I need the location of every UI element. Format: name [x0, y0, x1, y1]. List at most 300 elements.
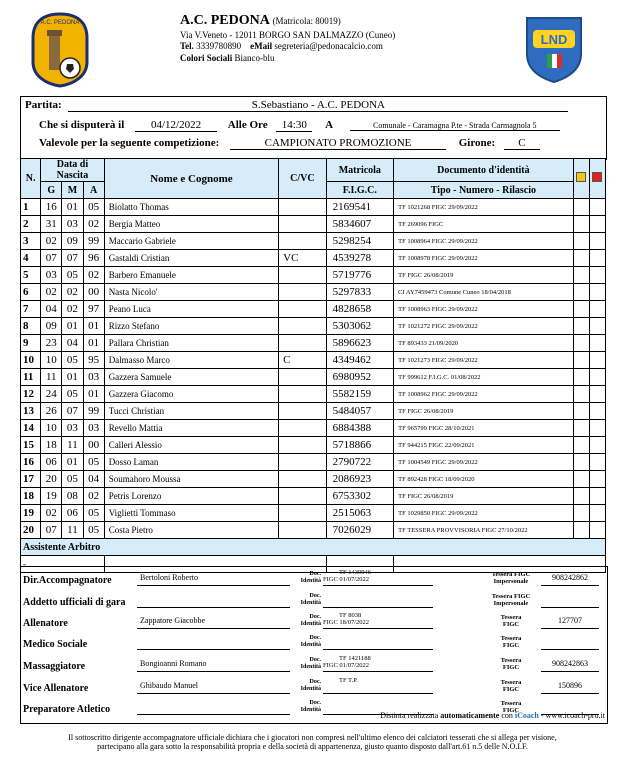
staff-name [137, 595, 290, 608]
brand-prefix: Distinta realizzata [380, 711, 439, 720]
player-row [21, 284, 606, 301]
birth-year: 02 [83, 216, 104, 233]
player-row [21, 199, 606, 216]
birth-month: 04 [62, 335, 83, 352]
birth-year: 05 [83, 199, 104, 216]
player-document: TF FIGC 26/08/2019 [394, 267, 574, 284]
player-name: Revello Mattia [104, 420, 278, 437]
col-cvc: C/VC [279, 159, 326, 199]
club-logo [29, 12, 91, 88]
staff-doc-line-2: FIGC 01/07/2022 [323, 576, 370, 583]
staff-document [323, 677, 433, 694]
player-name: Gazzera Samuele [104, 369, 278, 386]
col-g: G [41, 182, 62, 199]
red-card-cell [589, 352, 605, 369]
player-matricola: 5298254 [326, 233, 394, 250]
club-title [180, 13, 341, 29]
birth-month: 02 [62, 284, 83, 301]
captain-flag [279, 284, 326, 301]
player-number: 5 [21, 267, 41, 284]
birth-month: 03 [62, 216, 83, 233]
competition-value: CAMPIONATO PROMOZIONE [230, 137, 446, 150]
time-value: 14:30 [276, 119, 312, 132]
captain-flag [279, 267, 326, 284]
player-number: 10 [21, 352, 41, 369]
tessera-label-block [471, 614, 551, 628]
staff-tessera: 908242862 [541, 573, 599, 586]
yellow-card-cell [573, 505, 589, 522]
player-number: 12 [21, 386, 41, 403]
yellow-card-cell [573, 403, 589, 420]
player-matricola: 2169541 [326, 199, 394, 216]
brand-mid: con [501, 711, 513, 720]
player-number: 4 [21, 250, 41, 267]
birth-day: 02 [41, 233, 62, 250]
birth-day: 23 [41, 335, 62, 352]
birth-year: 01 [83, 386, 104, 403]
birth-month: 01 [62, 199, 83, 216]
doc-label-2: Identità [300, 686, 321, 692]
player-document: CI AY7459473 Comune Cuneo 18/04/2018 [394, 284, 574, 301]
staff-doc-line-2: FIGC 01/07/2022 [323, 662, 370, 669]
doc-label-1: Doc. [309, 700, 321, 706]
player-number: 16 [21, 454, 41, 471]
club-address: Via V.Veneto - 12011 BORGO SAN DALMAZZO (Cuneo) [180, 30, 396, 40]
staff-section [20, 566, 608, 724]
player-matricola: 5297833 [326, 284, 394, 301]
tessera-label-block [471, 679, 551, 693]
birth-month: 01 [62, 454, 83, 471]
staff-role: Massaggiatore [23, 661, 86, 672]
staff-row [21, 612, 607, 632]
player-matricola: 5582159 [326, 386, 394, 403]
brand-name: iCoach [514, 711, 539, 720]
competition-label: Valevole per la seguente competizione: [39, 137, 220, 149]
staff-tessera: 127707 [541, 616, 599, 629]
birth-day: 20 [41, 471, 62, 488]
birth-month: 07 [62, 250, 83, 267]
birth-month: 11 [62, 437, 83, 454]
captain-flag [279, 522, 326, 539]
player-document: TF TESSERA PROVVISORIA FIGC 27/10/2022 [394, 522, 574, 539]
staff-document [323, 591, 433, 608]
red-card-cell [589, 250, 605, 267]
birth-year: 95 [83, 352, 104, 369]
birth-month: 08 [62, 488, 83, 505]
red-card-cell [589, 505, 605, 522]
player-matricola: 5896623 [326, 335, 394, 352]
player-matricola: 5718866 [326, 437, 394, 454]
players-table [20, 158, 606, 573]
red-card-cell [589, 301, 605, 318]
staff-role: Preparatore Atletico [23, 704, 111, 715]
yellow-card-cell [573, 284, 589, 301]
email-label: eMail [250, 41, 273, 51]
brand-url[interactable]: - www.icoach-pro.it [540, 711, 605, 720]
captain-flag [279, 488, 326, 505]
match-info [20, 96, 607, 160]
player-number: 1 [21, 199, 41, 216]
player-row [21, 386, 606, 403]
birth-year: 00 [83, 437, 104, 454]
staff-doc-line-1: TF 1439946 [339, 569, 371, 576]
yellow-card-cell [573, 352, 589, 369]
player-name: Maccario Gabriele [104, 233, 278, 250]
birth-month: 07 [62, 403, 83, 420]
tessera-impersonale: Impersonale [493, 578, 529, 585]
player-document: TF 999612 F.I.G.C. 01/08/2022 [394, 369, 574, 386]
player-matricola: 2790722 [326, 454, 394, 471]
player-document: TF 893433 21/09/2020 [394, 335, 574, 352]
tessera-label: Tessera [500, 614, 522, 621]
player-document: TF 1008964 FIGC 29/09/2022 [394, 233, 574, 250]
birth-month: 05 [62, 471, 83, 488]
staff-document [323, 633, 433, 650]
red-card-cell [589, 267, 605, 284]
player-number: 11 [21, 369, 41, 386]
red-card-cell [589, 437, 605, 454]
player-row [21, 369, 606, 386]
player-number: 18 [21, 488, 41, 505]
club-contacts [180, 41, 383, 52]
player-number: 19 [21, 505, 41, 522]
staff-row [21, 655, 607, 675]
captain-flag [279, 369, 326, 386]
doc-label-1: Doc. [309, 614, 321, 620]
player-document: TF 1021268 FIGC 29/09/2022 [394, 199, 574, 216]
birth-day: 07 [41, 522, 62, 539]
birth-day: 26 [41, 403, 62, 420]
staff-document [323, 655, 433, 672]
birth-month: 11 [62, 522, 83, 539]
lnd-logo [523, 12, 585, 84]
birth-month: 05 [62, 386, 83, 403]
disclaimer [0, 733, 625, 751]
birth-day: 18 [41, 437, 62, 454]
player-matricola: 7026029 [326, 522, 394, 539]
birth-day: 10 [41, 420, 62, 437]
col-n: N. [21, 159, 41, 199]
player-row [21, 471, 606, 488]
player-matricola: 4349462 [326, 352, 394, 369]
player-name: Nasta Nicolo' [104, 284, 278, 301]
player-document: TF 1004549 FIGC 29/09/2022 [394, 454, 574, 471]
player-document: TF 1029850 FIGC 29/09/2022 [394, 505, 574, 522]
player-matricola: 2515063 [326, 505, 394, 522]
tessera-figc: FIGC [502, 686, 520, 693]
player-matricola: 5484057 [326, 403, 394, 420]
player-name: Rizzo Stefano [104, 318, 278, 335]
player-number: 6 [21, 284, 41, 301]
birth-month: 05 [62, 267, 83, 284]
birth-day: 06 [41, 454, 62, 471]
staff-role: Vice Allenatore [23, 683, 89, 694]
player-name: Bergia Matteo [104, 216, 278, 233]
tessera-label-block [471, 593, 551, 607]
player-row [21, 335, 606, 352]
email-value[interactable]: segreteria@pedonacalcio.com [274, 41, 383, 51]
birth-year: 96 [83, 250, 104, 267]
player-row [21, 505, 606, 522]
birth-day: 19 [41, 488, 62, 505]
red-card-cell [589, 488, 605, 505]
red-card-cell [589, 233, 605, 250]
birth-year: 05 [83, 522, 104, 539]
staff-name: Bertoloni Roberto [137, 573, 290, 586]
birth-day: 09 [41, 318, 62, 335]
yellow-card-cell [573, 267, 589, 284]
doc-label-1: Doc. [309, 593, 321, 599]
yellow-card-icon [576, 172, 586, 182]
tessera-label: Tessera [500, 700, 522, 707]
player-matricola: 5303062 [326, 318, 394, 335]
partita-value: S.Sebastiano - A.C. PEDONA [68, 99, 568, 112]
col-yellow [573, 159, 589, 199]
captain-flag [279, 301, 326, 318]
birth-month: 02 [62, 301, 83, 318]
tel-value: 3339780890 [196, 41, 242, 51]
tessera-label: Tessera FIGC [491, 593, 531, 600]
player-number: 17 [21, 471, 41, 488]
player-row [21, 420, 606, 437]
girone-label: Girone: [458, 137, 496, 149]
player-matricola: 2086923 [326, 471, 394, 488]
birth-day: 10 [41, 352, 62, 369]
doc-label-2: Identità [300, 642, 321, 648]
captain-flag [279, 233, 326, 250]
tessera-label: Tessera [500, 635, 522, 642]
player-row [21, 454, 606, 471]
yellow-card-cell [573, 301, 589, 318]
yellow-card-cell [573, 233, 589, 250]
birth-day: 02 [41, 284, 62, 301]
doc-label-1: Doc. [309, 657, 321, 663]
birth-year: 99 [83, 403, 104, 420]
captain-flag [279, 386, 326, 403]
birth-day: 11 [41, 369, 62, 386]
captain-flag [279, 216, 326, 233]
staff-row [21, 677, 607, 697]
player-number: 7 [21, 301, 41, 318]
staff-role: Allenatore [23, 618, 68, 629]
tessera-label: Tessera FIGC [491, 571, 531, 578]
birth-year: 00 [83, 284, 104, 301]
player-row [21, 250, 606, 267]
staff-tessera [541, 595, 599, 608]
doc-label-2: Identità [300, 600, 321, 606]
birth-month: 01 [62, 369, 83, 386]
yellow-card-cell [573, 522, 589, 539]
yellow-card-cell [573, 335, 589, 352]
player-name: Tucci Christian [104, 403, 278, 420]
red-card-cell [589, 454, 605, 471]
player-number: 9 [21, 335, 41, 352]
captain-flag: VC [279, 250, 326, 267]
player-matricola: 6980952 [326, 369, 394, 386]
col-name: Nome e Cognome [104, 159, 278, 199]
birth-year: 03 [83, 369, 104, 386]
player-name: Pallara Christian [104, 335, 278, 352]
tessera-label-block [471, 635, 551, 649]
player-number: 13 [21, 403, 41, 420]
tessera-label-block [471, 657, 551, 671]
partita-label: Partita: [25, 99, 62, 111]
captain-flag [279, 199, 326, 216]
tessera-figc: FIGC [502, 642, 520, 649]
player-row [21, 522, 606, 539]
player-name: Costa Pietro [104, 522, 278, 539]
doc-label-1: Doc. [309, 635, 321, 641]
player-document: TF 892428 FIGC 18/09/2020 [394, 471, 574, 488]
birth-month: 06 [62, 505, 83, 522]
col-dob: Data di Nascita [41, 159, 105, 182]
birth-year: 99 [83, 233, 104, 250]
yellow-card-cell [573, 454, 589, 471]
birth-year: 05 [83, 505, 104, 522]
player-matricola: 6753302 [326, 488, 394, 505]
birth-year: 03 [83, 420, 104, 437]
partita-row [25, 99, 568, 119]
birth-month: 09 [62, 233, 83, 250]
player-name: Biolatto Thomas [104, 199, 278, 216]
captain-flag [279, 403, 326, 420]
player-number: 2 [21, 216, 41, 233]
red-card-cell [589, 471, 605, 488]
doc-label-2: Identità [300, 621, 321, 627]
footer-brand [380, 711, 605, 720]
birth-year: 02 [83, 267, 104, 284]
staff-doc-line-1: TF 8038 [339, 612, 362, 619]
player-name: Soumahoro Moussa [104, 471, 278, 488]
captain-flag [279, 437, 326, 454]
player-matricola: 4539278 [326, 250, 394, 267]
venue-value: Comunale - Caramagna P.te - Strada Carmagnola 5 [350, 121, 560, 131]
staff-row [21, 569, 607, 589]
red-card-cell [589, 369, 605, 386]
birth-month: 03 [62, 420, 83, 437]
player-row [21, 318, 606, 335]
yellow-card-cell [573, 250, 589, 267]
player-document: TF 269096 FIGC [394, 216, 574, 233]
logo-text: A.C. PEDONA [40, 20, 80, 26]
player-name: Petris Lorenzo [104, 488, 278, 505]
player-number: 14 [21, 420, 41, 437]
staff-name [137, 702, 290, 715]
staff-doc-line-1: TF T.P. [339, 677, 358, 684]
birth-day: 16 [41, 199, 62, 216]
birth-day: 24 [41, 386, 62, 403]
yellow-card-cell [573, 199, 589, 216]
tessera-figc: FIGC [502, 621, 520, 628]
yellow-card-cell [573, 488, 589, 505]
yellow-card-cell [573, 437, 589, 454]
assistant-label: Assistente Arbitro [21, 539, 606, 556]
tessera-label: Tessera [500, 657, 522, 664]
red-card-cell [589, 199, 605, 216]
colors-value: Bianco-blu [234, 53, 275, 63]
doc-label-2: Identità [300, 664, 321, 670]
yellow-card-cell [573, 318, 589, 335]
player-name: Barbero Emanuele [104, 267, 278, 284]
staff-row [21, 633, 607, 653]
birth-year: 05 [83, 454, 104, 471]
player-name: Peano Luca [104, 301, 278, 318]
player-row [21, 437, 606, 454]
birth-day: 31 [41, 216, 62, 233]
staff-role: Medico Sociale [23, 639, 88, 650]
player-row [21, 403, 606, 420]
captain-flag [279, 454, 326, 471]
player-row [21, 216, 606, 233]
staff-document [323, 569, 433, 586]
red-card-icon [592, 172, 602, 182]
staff-role: Addetto ufficiali di gara [23, 597, 126, 608]
red-card-cell [589, 420, 605, 437]
doc-label-2: Identità [300, 707, 321, 713]
colors-label: Colori Sociali [180, 53, 233, 63]
tessera-figc: FIGC [502, 707, 520, 714]
player-number: 3 [21, 233, 41, 250]
yellow-card-cell [573, 386, 589, 403]
player-document: TF 1008978 FIGC 29/09/2022 [394, 250, 574, 267]
player-number: 20 [21, 522, 41, 539]
birth-day: 04 [41, 301, 62, 318]
player-name: Gastaldi Cristian [104, 250, 278, 267]
red-card-cell [589, 335, 605, 352]
tessera-figc: FIGC [502, 664, 520, 671]
staff-doc-line-1: TF 1421188 [339, 655, 371, 662]
player-matricola: 5834607 [326, 216, 394, 233]
disclaimer-line-1: Il sottoscritto dirigente accompagnatore ufficiale dichiara che i giocatori non compresi nell'ultimo elenco dei calciatori tesserati che si allega per visione, [68, 733, 557, 742]
yellow-card-cell [573, 369, 589, 386]
red-card-cell [589, 318, 605, 335]
red-card-cell [589, 522, 605, 539]
captain-flag [279, 335, 326, 352]
birth-month: 01 [62, 318, 83, 335]
birth-year: 01 [83, 335, 104, 352]
birth-day: 03 [41, 267, 62, 284]
player-name: Gazzera Giacomo [104, 386, 278, 403]
col-red [589, 159, 605, 199]
col-matricola: Matricola [326, 159, 394, 182]
birth-month: 05 [62, 352, 83, 369]
date-label: Che si disputerà il [39, 119, 125, 131]
doc-label [291, 700, 321, 714]
staff-name: Bongioanni Romano [137, 659, 290, 672]
yellow-card-cell [573, 471, 589, 488]
doc-label [291, 614, 321, 628]
staff-tessera [541, 637, 599, 650]
player-name: Dosso Laman [104, 454, 278, 471]
doc-label [291, 657, 321, 671]
doc-label-2: Identità [300, 578, 321, 584]
doc-label [291, 635, 321, 649]
player-document: TF 1008962 FIGC 29/09/2022 [394, 386, 574, 403]
disclaimer-line-2: partecipano alla gara sotto la responsabilità propria e della società di appartenenza, giusto quanto disposto dall'art.61 n.5 delle N.O.I.F. [97, 742, 528, 751]
staff-name: Ghibaudo Manuel [137, 681, 290, 694]
doc-label [291, 593, 321, 607]
staff-row [21, 591, 607, 611]
player-row [21, 488, 606, 505]
player-name: Viglietti Tommaso [104, 505, 278, 522]
birth-year: 04 [83, 471, 104, 488]
staff-doc-line-2: FIGC 18/07/2022 [323, 619, 370, 626]
player-matricola: 5719776 [326, 267, 394, 284]
tessera-label: Tessera [500, 679, 522, 686]
girone-value: C [504, 137, 540, 150]
player-matricola: 4828658 [326, 301, 394, 318]
competition-row [39, 137, 540, 157]
